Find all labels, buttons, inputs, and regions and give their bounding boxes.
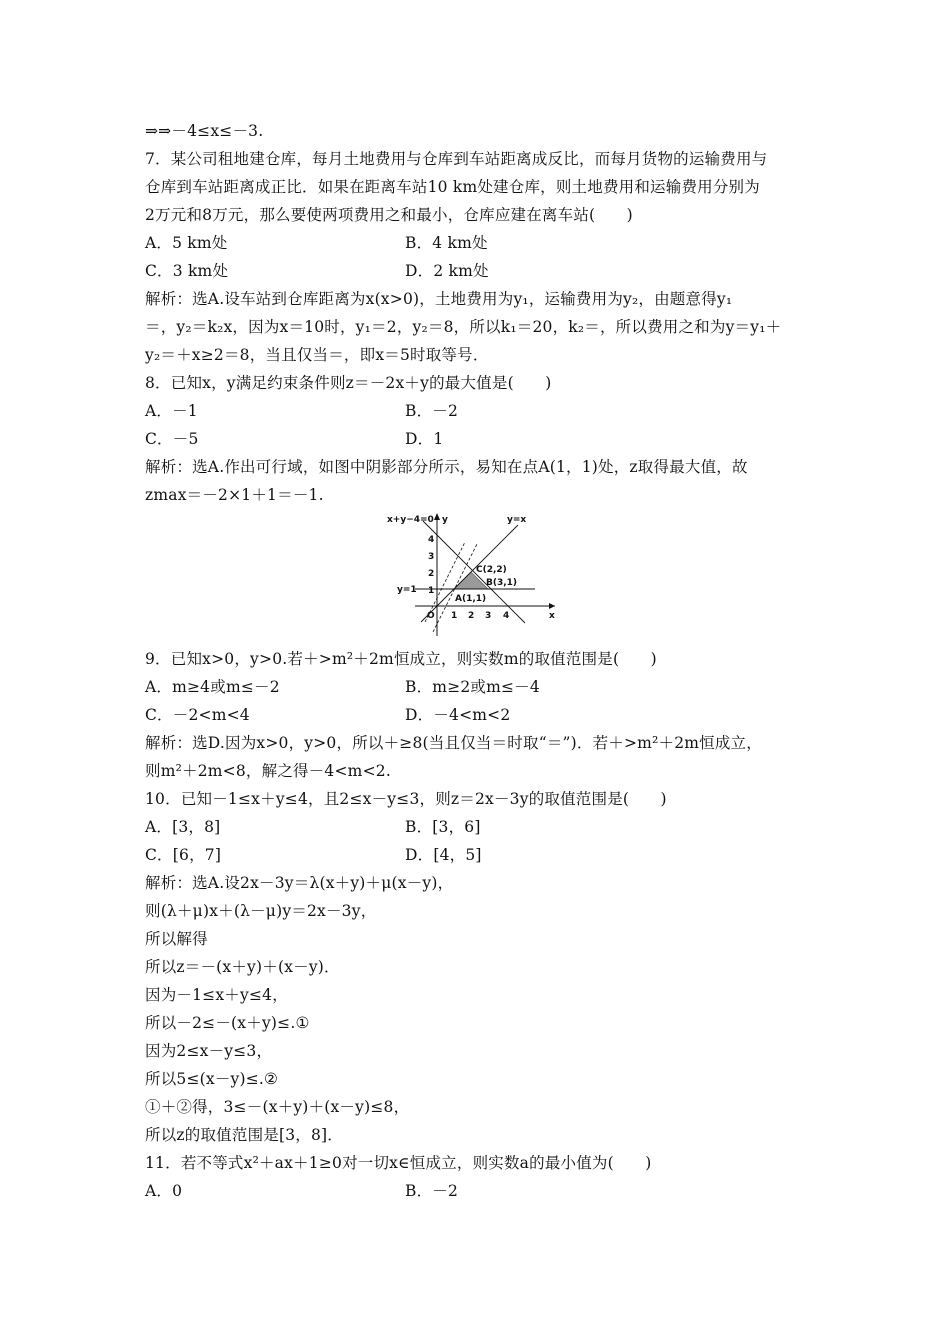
option-d: D．－4<m<2 bbox=[405, 706, 511, 724]
label-point-a: A(1,1) bbox=[455, 594, 487, 604]
tick-y-2: 2 bbox=[428, 569, 435, 579]
solution-8-line-2: zmax＝－2×1＋1＝－1. bbox=[145, 486, 324, 504]
tick-y-3: 3 bbox=[428, 552, 435, 562]
solution-10-line-6: 所以－2≤－(x＋y)≤.① bbox=[145, 1014, 310, 1032]
label-point-b: B(3,1) bbox=[486, 578, 518, 588]
label-y-eq-x: y=x bbox=[507, 515, 527, 525]
option-a: A．[3，8] bbox=[145, 818, 221, 836]
solution-8-line-1: 解析：选A.作出可行域，如图中阴影部分所示，易知在点A(1，1)处，z取得最大值，故 bbox=[145, 458, 748, 476]
solution-7-line-1: 解析：选A.设车站到仓库距离为x(x>0)，土地费用为y₁，运输费用为y₂，由题意得y₁ bbox=[145, 290, 733, 308]
question-9-line: 9．已知x>0，y>0.若＋>m²＋2m恒成立，则实数m的取值范围是( ) bbox=[145, 650, 657, 668]
question-7-line-1: 7．某公司租地建仓库，每月土地费用与仓库到车站距离成反比，而每月货物的运输费用与 bbox=[145, 150, 768, 168]
label-x-axis: x bbox=[549, 611, 555, 621]
label-y-eq-1: y=1 bbox=[397, 585, 417, 595]
option-a: A．m≥4或m≤－2 bbox=[145, 678, 280, 696]
tick-x-4: 4 bbox=[503, 611, 510, 621]
tick-x-2: 2 bbox=[468, 611, 475, 621]
solution-10-line-10: 所以z的取值范围是[3，8]． bbox=[145, 1126, 343, 1144]
solution-10-line-9: ①＋②得，3≤－(x＋y)＋(x－y)≤8， bbox=[145, 1098, 410, 1116]
tick-y-4: 4 bbox=[428, 535, 435, 545]
option-c: C．[6，7] bbox=[145, 846, 222, 864]
solution-10-line-4: 所以z＝－(x＋y)＋(x－y)． bbox=[145, 958, 340, 976]
solution-7-line-3: y₂＝＋x≥2＝8，当且仅当＝，即x＝5时取等号． bbox=[145, 346, 489, 364]
question-11-line: 11．若不等式x²＋ax＋1≥0对一切x∈恒成立，则实数a的最小值为( ) bbox=[145, 1154, 652, 1172]
y-axis-arrow bbox=[434, 513, 440, 520]
coordinate-plot bbox=[385, 510, 565, 640]
option-c: C．－2<m<4 bbox=[145, 706, 250, 724]
option-b: B．－2 bbox=[405, 402, 459, 420]
question-7-line-2: 仓库到车站距离成正比．如果在距离车站10 km处建仓库，则土地费用和运输费用分别为 bbox=[145, 178, 760, 196]
question-8-line: 8．已知x，y满足约束条件则z＝－2x＋y的最大值是( ) bbox=[145, 374, 552, 392]
text-line: ⇒⇒－4≤x≤－3. bbox=[145, 122, 264, 140]
solution-10-line-1: 解析：选A.设2x－3y＝λ(x＋y)＋μ(x－y)， bbox=[145, 874, 454, 892]
option-a: A．－1 bbox=[145, 402, 198, 420]
solution-9-line-1: 解析：选D.因为x>0，y>0，所以＋≥8(当且仅当＝时取“＝”)．若＋>m²＋2m恒成立， bbox=[145, 734, 762, 752]
tick-x-3: 3 bbox=[485, 611, 492, 621]
option-d: D．[4，5] bbox=[405, 846, 482, 864]
option-b: B．－2 bbox=[405, 1182, 459, 1200]
option-c: C．－5 bbox=[145, 430, 199, 448]
solution-10-line-3: 所以解得 bbox=[145, 930, 208, 948]
question-7-line-3: 2万元和8万元，那么要使两项费用之和最小，仓库应建在离车站( ) bbox=[145, 206, 633, 224]
label-y-axis: y bbox=[442, 515, 448, 525]
solution-9-line-2: 则m²＋2m<8，解之得－4<m<2. bbox=[145, 762, 391, 780]
solution-10-line-5: 因为－1≤x＋y≤4， bbox=[145, 986, 288, 1004]
solution-10-line-8: 所以5≤(x－y)≤.② bbox=[145, 1070, 279, 1088]
option-b: B．m≥2或m≤－4 bbox=[405, 678, 540, 696]
option-d: D．2 km处 bbox=[405, 262, 489, 280]
tick-y-1: 1 bbox=[428, 586, 435, 596]
option-a: A．5 km处 bbox=[145, 234, 228, 252]
line-x-plus-y-minus-4 bbox=[423, 521, 525, 623]
tick-x-1: 1 bbox=[451, 611, 458, 621]
x-axis-arrow bbox=[549, 603, 555, 609]
solution-7-line-2: ＝，y₂＝k₂x，因为x＝10时，y₁＝2，y₂＝8，所以k₁＝20，k₂＝，所以费用之和为y＝y₁＋ bbox=[145, 318, 782, 336]
option-b: B．[3，6] bbox=[405, 818, 481, 836]
label-point-c: C(2,2) bbox=[476, 565, 507, 575]
option-b: B．4 km处 bbox=[405, 234, 488, 252]
solution-10-line-2: 则(λ＋μ)x＋(λ－μ)y＝2x－3y， bbox=[145, 902, 377, 920]
solution-10-line-7: 因为2≤x－y≤3， bbox=[145, 1042, 273, 1060]
question-10-line: 10．已知－1≤x＋y≤4，且2≤x－y≤3，则z＝2x－3y的取值范围是( ) bbox=[145, 790, 667, 808]
option-a: A．0 bbox=[145, 1182, 183, 1200]
option-d: D．1 bbox=[405, 430, 444, 448]
feasible-region-figure bbox=[385, 510, 565, 640]
label-line-1: x+y−4=0 bbox=[387, 515, 434, 525]
label-origin: O bbox=[427, 611, 435, 621]
option-c: C．3 km处 bbox=[145, 262, 229, 280]
